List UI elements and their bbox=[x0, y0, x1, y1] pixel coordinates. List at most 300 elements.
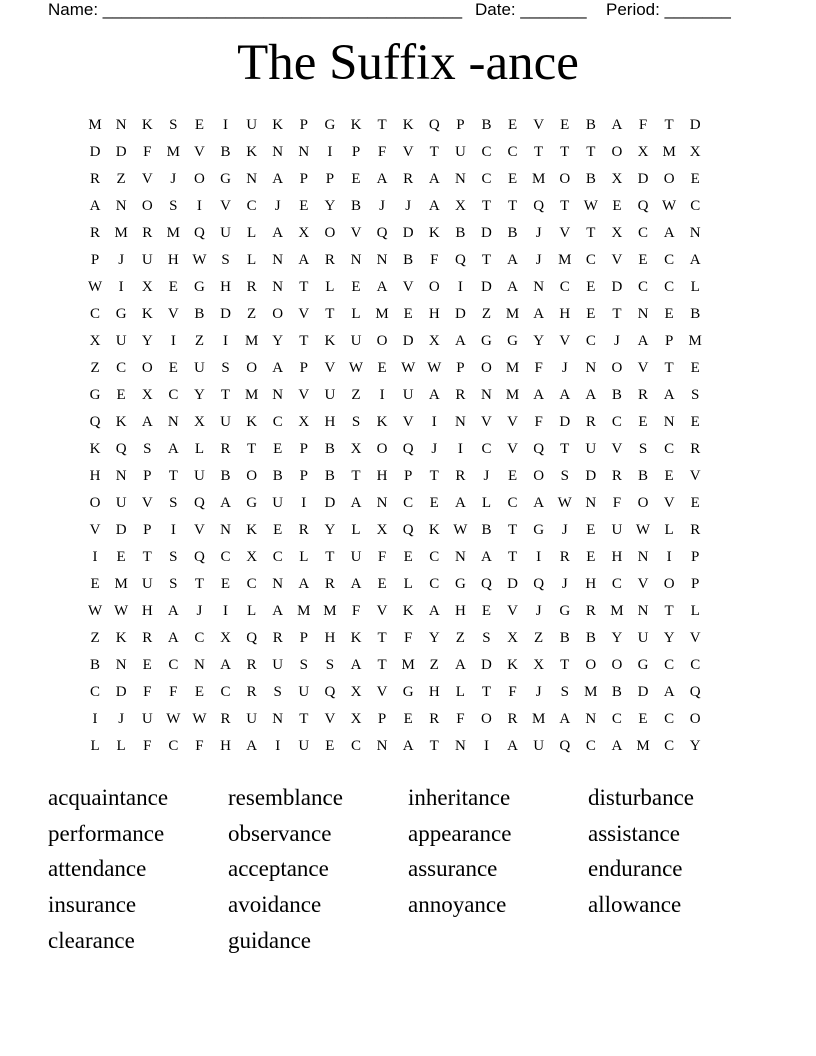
grid-letter: F bbox=[430, 252, 439, 268]
grid-letter: E bbox=[586, 522, 596, 538]
grid-letter: V bbox=[507, 603, 518, 619]
grid-letter: U bbox=[611, 522, 623, 538]
grid-letter: K bbox=[402, 117, 414, 133]
word-item: attendance bbox=[48, 856, 147, 882]
grid-letter: M bbox=[558, 252, 572, 268]
grid-letter: D bbox=[481, 279, 492, 295]
grid-letter: V bbox=[637, 576, 649, 592]
grid-letter: D bbox=[115, 684, 127, 700]
grid-letter: M bbox=[610, 603, 624, 619]
grid-letter: T bbox=[247, 441, 257, 457]
grid-letter: G bbox=[559, 603, 571, 619]
grid-letter: W bbox=[87, 279, 103, 295]
grid-letter: F bbox=[195, 738, 204, 754]
grid-letter: K bbox=[115, 630, 127, 646]
grid-letter: X bbox=[298, 414, 310, 430]
grid-letter: J bbox=[614, 333, 620, 349]
grid-letter: A bbox=[376, 171, 388, 187]
grid-row bbox=[82, 409, 708, 436]
grid-letter: D bbox=[481, 225, 492, 241]
grid-letter: D bbox=[637, 171, 649, 187]
grid-row bbox=[82, 517, 708, 544]
grid-letter: C bbox=[429, 549, 440, 565]
word-item: acquaintance bbox=[48, 785, 169, 810]
grid-letter: E bbox=[507, 171, 518, 187]
grid-letter: P bbox=[404, 468, 413, 484]
grid-letter: K bbox=[246, 144, 258, 160]
grid-letter: M bbox=[166, 225, 180, 241]
grid-letter: Q bbox=[194, 549, 205, 565]
grid-letter: F bbox=[638, 117, 648, 133]
grid-letter: I bbox=[223, 603, 229, 619]
grid-letter: E bbox=[429, 495, 439, 511]
grid-letter: T bbox=[142, 549, 152, 565]
grid-letter: Q bbox=[115, 441, 127, 457]
grid-row bbox=[82, 706, 708, 733]
grid-letter: Q bbox=[194, 225, 205, 241]
grid-letter: U bbox=[272, 657, 284, 673]
grid-letter: A bbox=[428, 387, 440, 403]
word-item: observance bbox=[228, 820, 332, 846]
grid-letter: L bbox=[351, 306, 361, 322]
grid-letter: N bbox=[637, 603, 649, 619]
grid-letter: C bbox=[690, 657, 701, 673]
grid-letter: A bbox=[637, 333, 649, 349]
grid-letter: A bbox=[89, 198, 101, 214]
grid-letter: J bbox=[118, 252, 125, 268]
grid-letter: X bbox=[376, 522, 388, 538]
grid-row bbox=[82, 247, 708, 274]
grid-letter: Y bbox=[194, 387, 205, 403]
grid-letter: M bbox=[114, 576, 128, 592]
grid-letter: O bbox=[194, 171, 205, 187]
grid-letter: E bbox=[351, 171, 361, 187]
grid-letter: B bbox=[220, 468, 231, 484]
grid-letter: Q bbox=[402, 441, 414, 457]
grid-letter: E bbox=[586, 279, 596, 295]
grid-letter: O bbox=[611, 144, 623, 160]
grid-letter: Z bbox=[455, 630, 465, 646]
grid-letter: N bbox=[454, 171, 466, 187]
grid-letter: S bbox=[325, 657, 335, 673]
grid-letter: F bbox=[534, 360, 543, 376]
word-item: clearance bbox=[48, 927, 135, 953]
grid-letter: O bbox=[559, 171, 571, 187]
grid-letter: T bbox=[612, 306, 622, 322]
grid-letter: B bbox=[350, 198, 361, 214]
grid-letter: C bbox=[664, 441, 675, 457]
grid-letter: E bbox=[116, 387, 126, 403]
grid-letter: X bbox=[454, 198, 466, 214]
grid-letter: E bbox=[664, 306, 674, 322]
grid-row bbox=[82, 382, 708, 409]
grid-letter: E bbox=[168, 360, 178, 376]
grid-letter: M bbox=[531, 171, 546, 187]
grid-letter: F bbox=[377, 144, 387, 160]
grid-letter: U bbox=[115, 495, 127, 511]
grid-letter: T bbox=[664, 360, 674, 376]
grid-letter: B bbox=[611, 387, 622, 403]
grid-letter: U bbox=[533, 738, 545, 754]
grid-letter: V bbox=[194, 522, 205, 538]
grid-letter: M bbox=[584, 684, 598, 700]
grid-letter: T bbox=[586, 225, 596, 241]
grid-letter: R bbox=[455, 387, 466, 403]
grid-letter: M bbox=[114, 225, 128, 241]
grid-letter: A bbox=[507, 738, 518, 754]
grid-letter: B bbox=[507, 225, 518, 241]
grid-letter: M bbox=[88, 117, 102, 133]
grid-letter: V bbox=[350, 225, 362, 241]
grid-letter: T bbox=[377, 630, 387, 646]
grid-letter: A bbox=[689, 252, 701, 268]
grid-letter: B bbox=[585, 630, 596, 646]
grid-letter: X bbox=[689, 144, 701, 160]
grid-letter: L bbox=[247, 252, 257, 268]
grid-letter: Q bbox=[454, 252, 466, 268]
word-item: avoidance bbox=[228, 892, 322, 918]
grid-letter: Q bbox=[428, 117, 440, 133]
grid-letter: A bbox=[272, 603, 284, 619]
grid-letter: T bbox=[377, 657, 387, 673]
grid-letter: H bbox=[428, 306, 440, 322]
grid-letter: K bbox=[428, 522, 440, 538]
grid-letter: A bbox=[141, 414, 153, 430]
grid-letter: P bbox=[299, 630, 308, 646]
grid-letter: C bbox=[611, 576, 622, 592]
grid-letter: C bbox=[507, 144, 518, 160]
grid-letter: R bbox=[90, 171, 101, 187]
grid-letter: H bbox=[324, 630, 336, 646]
grid-letter: U bbox=[454, 144, 466, 160]
grid-letter: E bbox=[142, 657, 152, 673]
grid-letter: E bbox=[560, 117, 570, 133]
grid-row bbox=[82, 274, 708, 301]
grid-letter: Q bbox=[559, 738, 571, 754]
grid-letter: X bbox=[246, 549, 258, 565]
grid-letter: C bbox=[272, 414, 283, 430]
grid-letter: V bbox=[689, 630, 701, 646]
grid-letter: V bbox=[324, 711, 336, 727]
grid-letter: J bbox=[405, 198, 412, 214]
grid-letter: T bbox=[481, 684, 492, 700]
name-field: Name: ______________________________________ bbox=[48, 0, 463, 19]
grid-letter: N bbox=[376, 738, 388, 754]
grid-letter: B bbox=[585, 117, 596, 133]
grid-letter: Q bbox=[194, 495, 205, 511]
grid-letter: H bbox=[220, 279, 231, 295]
grid-letter: E bbox=[299, 198, 309, 214]
grid-letter: C bbox=[403, 495, 414, 511]
grid-letter: U bbox=[246, 711, 258, 727]
period-field: Period: _______ bbox=[606, 0, 731, 19]
grid-letter: A bbox=[454, 657, 466, 673]
grid-letter: B bbox=[638, 468, 649, 484]
grid-letter: F bbox=[456, 711, 465, 727]
word-row bbox=[48, 923, 768, 959]
grid-letter: N bbox=[637, 306, 649, 322]
grid-letter: L bbox=[403, 576, 413, 592]
grid-letter: W bbox=[192, 252, 207, 268]
grid-letter: P bbox=[90, 252, 100, 268]
grid-letter: U bbox=[350, 549, 362, 565]
grid-letter: L bbox=[325, 279, 335, 295]
grid-letter: Y bbox=[611, 630, 623, 646]
grid-letter: R bbox=[246, 279, 257, 295]
grid-letter: U bbox=[141, 576, 153, 592]
grid-letter: Q bbox=[324, 684, 336, 700]
grid-letter: P bbox=[664, 333, 674, 349]
grid-row bbox=[82, 652, 708, 679]
grid-letter: C bbox=[272, 549, 283, 565]
grid-letter: V bbox=[402, 414, 414, 430]
grid-letter: N bbox=[376, 252, 388, 268]
grid-letter: Q bbox=[376, 225, 388, 241]
grid-letter: R bbox=[403, 171, 414, 187]
grid-letter: T bbox=[299, 711, 309, 727]
grid-letter: P bbox=[456, 117, 465, 133]
grid-letter: U bbox=[637, 630, 649, 646]
grid-letter: V bbox=[507, 414, 518, 430]
grid-letter: M bbox=[662, 144, 676, 160]
grid-row bbox=[82, 193, 708, 220]
grid-letter: N bbox=[167, 414, 179, 430]
grid-letter: A bbox=[272, 360, 284, 376]
grid-row bbox=[82, 598, 708, 625]
grid-letter: G bbox=[481, 333, 492, 349]
grid-letter: M bbox=[505, 306, 520, 322]
grid-letter: Y bbox=[428, 630, 440, 646]
grid-letter: W bbox=[114, 603, 129, 619]
grid-letter: O bbox=[481, 360, 492, 376]
grid-letter: V bbox=[141, 495, 153, 511]
grid-letter: K bbox=[402, 603, 414, 619]
grid-letter: M bbox=[244, 387, 259, 403]
grid-letter: T bbox=[325, 549, 335, 565]
grid-letter: X bbox=[611, 171, 623, 187]
grid-letter: G bbox=[246, 495, 258, 511]
grid-letter: K bbox=[115, 414, 127, 430]
grid-letter: R bbox=[690, 441, 701, 457]
grid-letter: C bbox=[220, 684, 231, 700]
grid-letter: P bbox=[299, 117, 308, 133]
grid-letter: T bbox=[429, 738, 439, 754]
grid-letter: A bbox=[611, 738, 623, 754]
grid-letter: E bbox=[586, 549, 596, 565]
grid-letter: C bbox=[638, 279, 649, 295]
grid-letter: N bbox=[585, 495, 597, 511]
grid-letter: C bbox=[585, 333, 596, 349]
letter-grid bbox=[82, 112, 708, 760]
grid-letter: V bbox=[376, 603, 388, 619]
date-field: Date: _______ bbox=[475, 0, 587, 19]
grid-letter: E bbox=[690, 414, 700, 430]
grid-letter: N bbox=[663, 414, 675, 430]
grid-letter: Y bbox=[663, 630, 675, 646]
grid-letter: D bbox=[585, 468, 597, 484]
grid-letter: P bbox=[691, 576, 700, 592]
grid-letter: V bbox=[689, 468, 701, 484]
grid-letter: O bbox=[376, 441, 388, 457]
grid-letter: M bbox=[297, 603, 311, 619]
grid-letter: M bbox=[166, 144, 180, 160]
grid-letter: O bbox=[689, 711, 701, 727]
grid-letter: H bbox=[428, 684, 440, 700]
grid-letter: S bbox=[169, 198, 178, 214]
grid-letter: R bbox=[246, 684, 257, 700]
grid-letter: Q bbox=[689, 684, 701, 700]
grid-letter: U bbox=[141, 252, 153, 268]
grid-letter: F bbox=[508, 684, 517, 700]
grid-letter: D bbox=[402, 333, 414, 349]
grid-letter: B bbox=[585, 171, 596, 187]
grid-letter: Y bbox=[141, 333, 153, 349]
grid-letter: G bbox=[507, 333, 518, 349]
grid-letter: T bbox=[664, 117, 674, 133]
grid-letter: C bbox=[664, 657, 675, 673]
grid-letter: N bbox=[298, 144, 310, 160]
word-row bbox=[48, 816, 768, 852]
grid-letter: Y bbox=[324, 198, 336, 214]
grid-letter: E bbox=[690, 171, 700, 187]
grid-letter: S bbox=[221, 252, 230, 268]
grid-letter: E bbox=[377, 576, 387, 592]
grid-letter: X bbox=[428, 333, 440, 349]
grid-letter: T bbox=[481, 198, 492, 214]
grid-letter: J bbox=[561, 522, 568, 538]
grid-letter: T bbox=[194, 576, 204, 592]
grid-letter: N bbox=[194, 657, 205, 673]
grid-letter: I bbox=[223, 117, 229, 133]
grid-letter: H bbox=[167, 252, 179, 268]
grid-letter: K bbox=[272, 117, 284, 133]
grid-letter: V bbox=[481, 414, 492, 430]
grid-letter: W bbox=[427, 360, 442, 376]
grid-letter: L bbox=[299, 549, 309, 565]
grid-letter: B bbox=[559, 630, 570, 646]
grid-letter: X bbox=[507, 630, 518, 646]
grid-letter: Z bbox=[194, 333, 204, 349]
grid-letter: Z bbox=[247, 306, 257, 322]
grid-letter: M bbox=[244, 333, 259, 349]
grid-letter: P bbox=[143, 468, 152, 484]
grid-letter: D bbox=[89, 144, 101, 160]
grid-letter: E bbox=[194, 684, 204, 700]
grid-letter: V bbox=[559, 225, 571, 241]
grid-letter: D bbox=[481, 657, 492, 673]
grid-letter: F bbox=[169, 684, 178, 700]
grid-letter: U bbox=[220, 225, 231, 241]
grid-letter: A bbox=[507, 252, 518, 268]
grid-letter: U bbox=[324, 387, 336, 403]
grid-letter: Q bbox=[246, 630, 258, 646]
grid-letter: N bbox=[220, 522, 231, 538]
grid-letter: M bbox=[375, 306, 389, 322]
grid-letter: E bbox=[690, 495, 700, 511]
grid-letter: E bbox=[638, 252, 648, 268]
grid-row bbox=[82, 490, 708, 517]
grid-letter: Y bbox=[324, 522, 336, 538]
grid-letter: S bbox=[560, 684, 569, 700]
grid-letter: A bbox=[428, 171, 440, 187]
word-item: assurance bbox=[408, 856, 498, 882]
grid-letter: U bbox=[298, 684, 310, 700]
grid-letter: J bbox=[561, 360, 568, 376]
grid-letter: T bbox=[560, 657, 570, 673]
grid-letter: C bbox=[168, 738, 179, 754]
grid-letter: B bbox=[324, 468, 335, 484]
grid-letter: D bbox=[507, 576, 518, 592]
grid-letter: G bbox=[324, 117, 336, 133]
grid-letter: R bbox=[638, 387, 649, 403]
grid-letter: V bbox=[194, 144, 205, 160]
word-row bbox=[48, 887, 768, 923]
grid-letter: A bbox=[428, 198, 440, 214]
grid-letter: O bbox=[428, 279, 440, 295]
grid-letter: D bbox=[689, 117, 701, 133]
grid-letter: E bbox=[612, 198, 622, 214]
grid-letter: K bbox=[246, 522, 258, 538]
grid-letter: I bbox=[223, 333, 229, 349]
grid-letter: N bbox=[272, 144, 284, 160]
grid-row bbox=[82, 463, 708, 490]
grid-letter: A bbox=[533, 387, 545, 403]
word-item: resemblance bbox=[228, 785, 343, 810]
grid-letter: J bbox=[379, 198, 385, 214]
grid-letter: X bbox=[89, 333, 101, 349]
grid-letter: X bbox=[350, 684, 362, 700]
grid-letter: A bbox=[298, 576, 310, 592]
grid-letter: S bbox=[351, 414, 361, 430]
grid-letter: M bbox=[688, 333, 702, 349]
grid-row bbox=[82, 328, 708, 355]
grid-letter: N bbox=[115, 117, 127, 133]
grid-letter: R bbox=[585, 414, 596, 430]
grid-letter: C bbox=[664, 711, 675, 727]
grid-letter: V bbox=[559, 333, 571, 349]
grid-letter: R bbox=[611, 468, 622, 484]
grid-letter: K bbox=[350, 630, 362, 646]
grid-letter: V bbox=[89, 522, 101, 538]
grid-letter: T bbox=[377, 117, 387, 133]
grid-letter: J bbox=[274, 198, 281, 214]
grid-letter: P bbox=[299, 171, 308, 187]
grid-letter: I bbox=[379, 387, 385, 403]
grid-letter: A bbox=[167, 630, 179, 646]
grid-letter: P bbox=[351, 144, 361, 160]
grid-letter: S bbox=[169, 576, 178, 592]
grid-letter: N bbox=[585, 711, 597, 727]
grid-letter: Q bbox=[481, 576, 492, 592]
grid-letter: D bbox=[611, 279, 623, 295]
grid-letter: J bbox=[561, 576, 568, 592]
grid-letter: U bbox=[272, 495, 284, 511]
grid-letter: E bbox=[481, 603, 492, 619]
grid-letter: O bbox=[533, 468, 545, 484]
grid-letter: I bbox=[536, 549, 542, 565]
grid-letter: B bbox=[194, 306, 205, 322]
grid-letter: Z bbox=[90, 630, 100, 646]
word-bank bbox=[48, 780, 768, 958]
grid-letter: J bbox=[535, 684, 542, 700]
grid-letter: Z bbox=[429, 657, 439, 673]
grid-letter: P bbox=[377, 711, 387, 727]
grid-letter: S bbox=[273, 684, 282, 700]
grid-letter: F bbox=[143, 684, 152, 700]
grid-letter: L bbox=[690, 279, 700, 295]
grid-letter: A bbox=[246, 738, 258, 754]
grid-letter: H bbox=[324, 414, 336, 430]
